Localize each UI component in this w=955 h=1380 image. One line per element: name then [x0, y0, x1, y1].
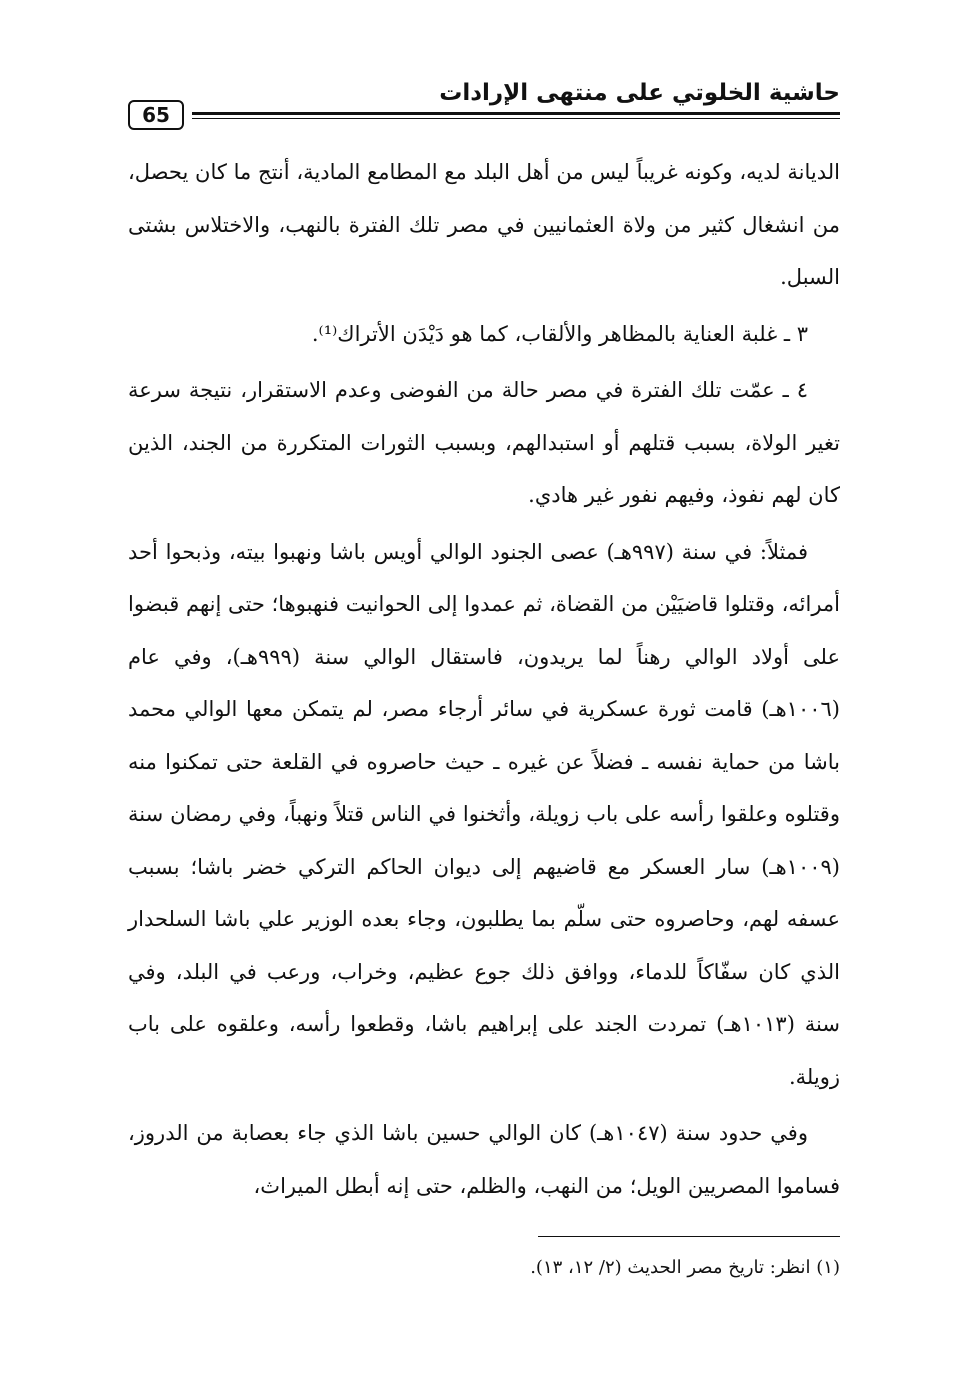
footnote-separator: [538, 1236, 840, 1237]
page-header: [128, 78, 840, 130]
header-rule-thin: [192, 118, 840, 119]
running-title: حاشية الخلوتي على منتهى الإرادات: [439, 80, 840, 106]
paragraph-1: الديانة لديه، وكونه غريباً ليس من أهل البلد مع المطامع المادية، أنتج ما كان يحصل، من انشغال كثير من ولاة العثمانيين في مصر تلك الفترة بالنهب، والاختلاس بشتى السبل.: [128, 160, 840, 289]
footnote: (١) انظر: تاريخ مصر الحديث (٢/ ١٢، ١٣).: [530, 1257, 840, 1278]
header-rule: [192, 112, 840, 115]
paragraph-4: فمثلاً: في سنة (٩٩٧هـ) عصى الجنود الوالي أويس باشا ونهبوا بيته، وذبحوا أحد أمرائه، وقتلوا قاضيَيْن من القضاة، ثم عمدوا إلى الحوانيت فنهبوها؛ حتى إنهم قبضوا على أولاد الوالي رهناً لما يريدون، فاستقال الوالي سنة (٩٩٩هـ)، وفي عام (١٠٠٦هـ) قامت ثورة عسكرية في سائر أرجاء مصر، لم يتمكن معها الوالي محمد باشا من حماية نفسه ـ فضلاً عن غيره ـ حيث حاصروه في القلعة حتى تمكنوا منه وقتلوه وعلقوا رأسه على باب زويلة، وأثخنوا في الناس قتلاً ونهباً، وفي رمضان سنة (١٠٠٩هـ) سار العسكر مع قاضيهم إلى ديوان الحاكم التركي خضر باشا؛ بسبب عسفه لهم، وحاصروه حتى سلّم بما يطلبون، وجاء بعده الوزير علي باشا السلحدار الذي كان سفّاكاً للدماء، ووافق ذلك جوع عظيم، وخراب، ورعب في البلد، وفي سنة (١٠١٣هـ) تمردت الجند على إبراهيم باشا، وقطعوا رأسه، وعلقوه على باب زويلة.: [128, 539, 840, 1089]
page-number: 65: [128, 100, 184, 130]
paragraph-3: ٤ ـ عمّت تلك الفترة في مصر حالة من الفوضى وعدم الاستقرار، نتيجة سرعة تغير الولاة، بسبب قتلهم أو استبدالهم، وبسبب الثورات المتكررة من الجند، الذين كان لهم نفوذ، وفيهم نفور غير هادي.: [128, 378, 840, 507]
paragraph-5: وفي حدود سنة (١٠٤٧هـ) كان الوالي حسين باشا الذي جاء بعصابة من الدروز، فساموا المصريين الويل؛ من النهب، والظلم، حتى إنه أبطل الميراث،: [128, 1121, 840, 1198]
body-text: [128, 146, 840, 1216]
paragraph-2: ٣ ـ غلبة العناية بالمظاهر والألقاب، كما هو دَيْدَن الأتراك⁽¹⁾.: [311, 321, 808, 346]
